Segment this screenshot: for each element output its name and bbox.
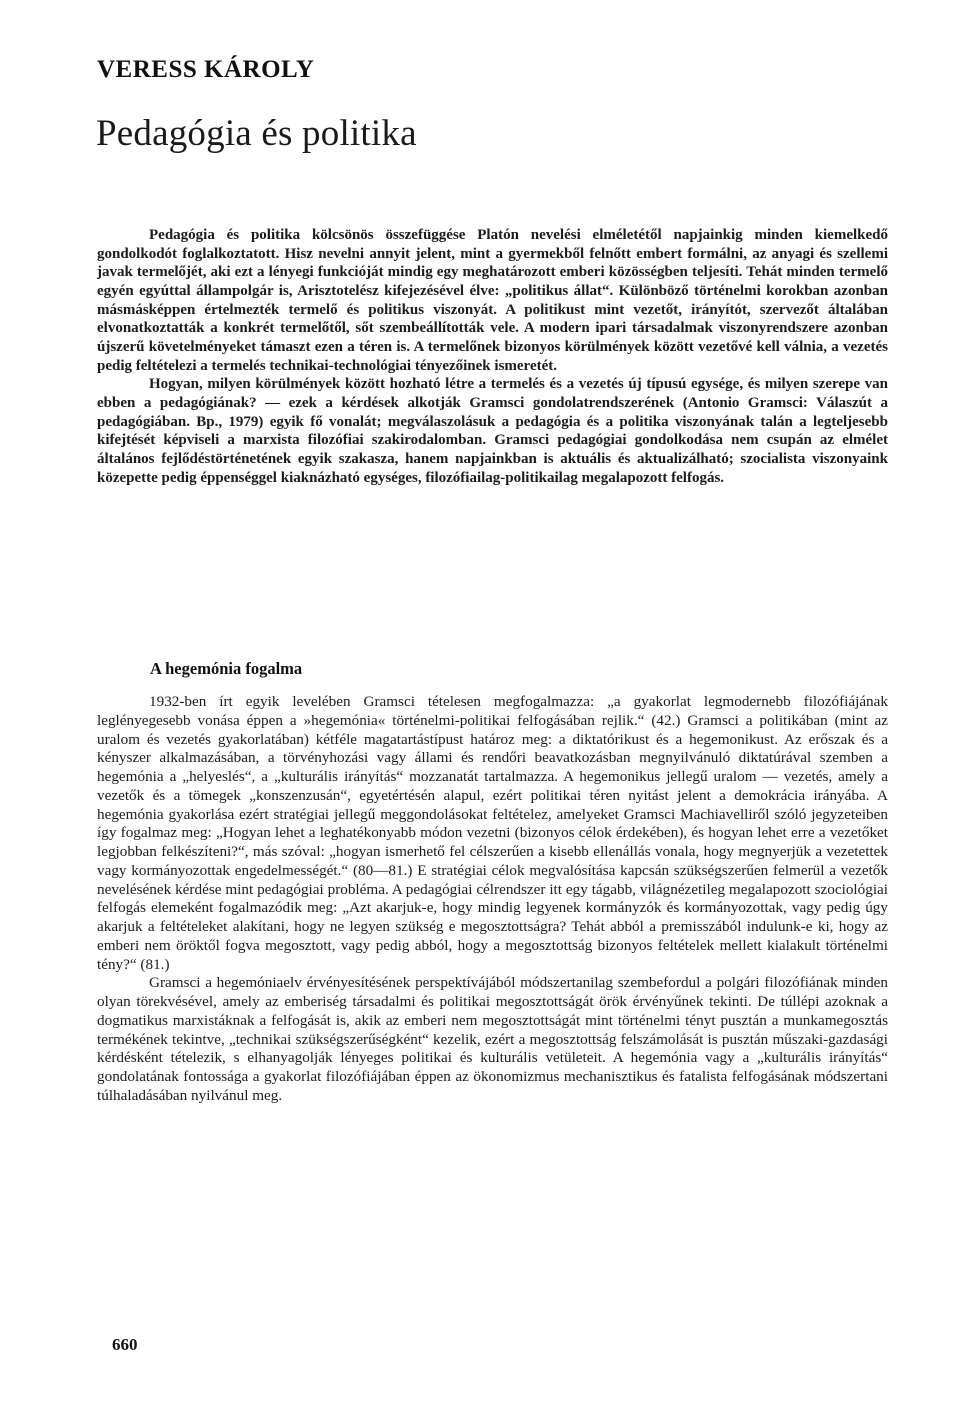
section-paragraph-1: 1932-ben írt egyik levelében Gramsci tételesen megfogalmazza: „a gyakorlat legmodernebb filozófiájának leglényegesebb vonása éppen a »hegemónia« történelmi-politikai felfogásában rejlik.“ (42.) Gramsci a politikában (mint az uralom és vezetés gyakorlatában) kétféle magatartástípust határoz meg: a diktatórikust és a hegemonikust. Az erőszak és a kényszer alkalmazásában, a törvényhozási vagy állami és rendőri beavatkozásban megnyilvánuló diktatúrával szemben a hegemónia a „helyeslés“, a „kulturális irányítás“ mozzanatát tartalmazza. A hegemonikus jellegű uralom — vezetés, amely a vezetők és a tömegek „konszenzusán“, egyetértésén alapul, ezért politikai téren nyitást jelent a demokrácia irányába. A hegemónia gyakorlása ezért stratégiai jellegű meggondolásokat feltételez, amelyeket Gramsci Machiavelliről szóló jegyzeteiben így fogalmaz meg: „Hogyan lehet a leghatékonyabb módon vezetni (bizonyos célok érdekében), és hogyan lehet erre a vezetőket legjobban felkészíteni?“, más szóval: „hogyan ismerhető fel célszerűen a kisebb ellenállás vonala, hogy megnyerjük a vezetettek vagy kormányozottak engedelmességét.“ (80—81.) E stratégiai célok megvalósítása kapcsán szükségszerűen felmerül a vezetők nevelésének kérdése mint pedagógiai probléma. A pedagógiai célrendszer itt egy tágabb, világnézetileg megalapozott szociológiai felfogás elemeként fogalmazódik meg: „Azt akarjuk-e, hogy mindig legyenek kormányzók és kormányozottak, vagy pedig úgy akarjuk a feltételeket alakítani, hogy ne legyen szükség e megosztottságra? Tehát abból a premisszából indulunk-e ki, hogy az emberi nem öröktől fogva megosztott, vagy pedig abból, hogy a megosztottság bizonyos feltételek mellett kialakult történelmi tény?“ (81.): [97, 693, 888, 973]
page-number: 660: [112, 1335, 138, 1354]
article-title: Pedagógia és politika: [96, 113, 417, 154]
intro-paragraph-1: Pedagógia és politika kölcsönös összefüggése Platón nevelési elméletétől napjainkig minden kiemelkedő gondolkodót foglalkoztatott. Hisz nevelni annyit jelent, mint a gyermekből felnőtt embert formálni, az anyagi és szellemi javak termelőjét, aki ezt a lényegi funkcióját mindig egy meghatározott emberi közösségben teljesíti. Tehát minden termelő egyén egyúttal állampolgár is, Arisztotelész kifejezésével élve: „politikus állat“. Különböző történelmi korokban azonban másmásképpen értelmezték termelő és politikus viszonyát. A politikust mint vezetőt, irányítót, szervezőt általában elvonatkoztatták a konkrét termelőtől, sőt szembeállították vele. A modern ipari társadalmak viszonyrendszere azonban újszerű követelményeket támaszt ezen a téren is. A termelőnek bizonyos körülmények között vezetővé kell válnia, a vezetés pedig feltételezi a termelés technikai-technológiai tényezőinek ismeretét.: [97, 227, 888, 374]
section-paragraph-2: Gramsci a hegemóniaelv érvényesítésének perspektívájából módszertanilag szembefordul a polgári filozófiának minden olyan törekvésével, amely az emberiség társadalmi és politikai megosztottságát örök érvényűnek tekinti. De túllépi azoknak a dogmatikus marxistáknak a felfogását is, akik az emberi nem megosztottságát mint történelmi tényt pusztán a munkamegosztás termékének tekintve, „technikai szükségszerűségként“ kezelik, ezért a megosztottság felszámolását is pusztán műszaki-gazdasági kérdésként tételezik, s elhanyagolják lényeges politikai és kulturális vetületeit. A hegemónia vagy a „kulturális irányítás“ gondolatának fontossága a gyakorlat filozófiájában éppen az ökonomizmus mechanisztikus és fatalista felfogásának módszertani túlhaladásában nyilvánul meg.: [97, 974, 888, 1104]
section-body: [97, 693, 888, 1106]
author-name: VERESS KÁROLY: [97, 56, 315, 83]
intro-paragraph-2: Hogyan, milyen körülmények között hozható létre a termelés és a vezetés új típusú egysége, és milyen szerepe van ebben a pedagógiának? — ezek a kérdések alkotják Gramsci gondolatrendszerének (Antonio Gramsci: Válaszút a pedagógiában. Bp., 1979) egyik fő vonalát; megválaszolásuk a pedagógia és a politika viszonyának talán a legteljesebb kifejtését képviseli a marxista filozófiai szakirodalomban. Gramsci pedagógiai gondolkodása nem csupán az elmélet általános fejlődéstörténetének egyik szakasza, hanem napjainkban is aktuális és aktualizálható; szocialista viszonyaink közepette pedig éppenséggel kiaknázható egységes, filozófiailag-politikailag megalapozott felfogás.: [97, 376, 888, 486]
section-heading: A hegemónia fogalma: [150, 659, 303, 678]
intro-text: [97, 226, 888, 487]
